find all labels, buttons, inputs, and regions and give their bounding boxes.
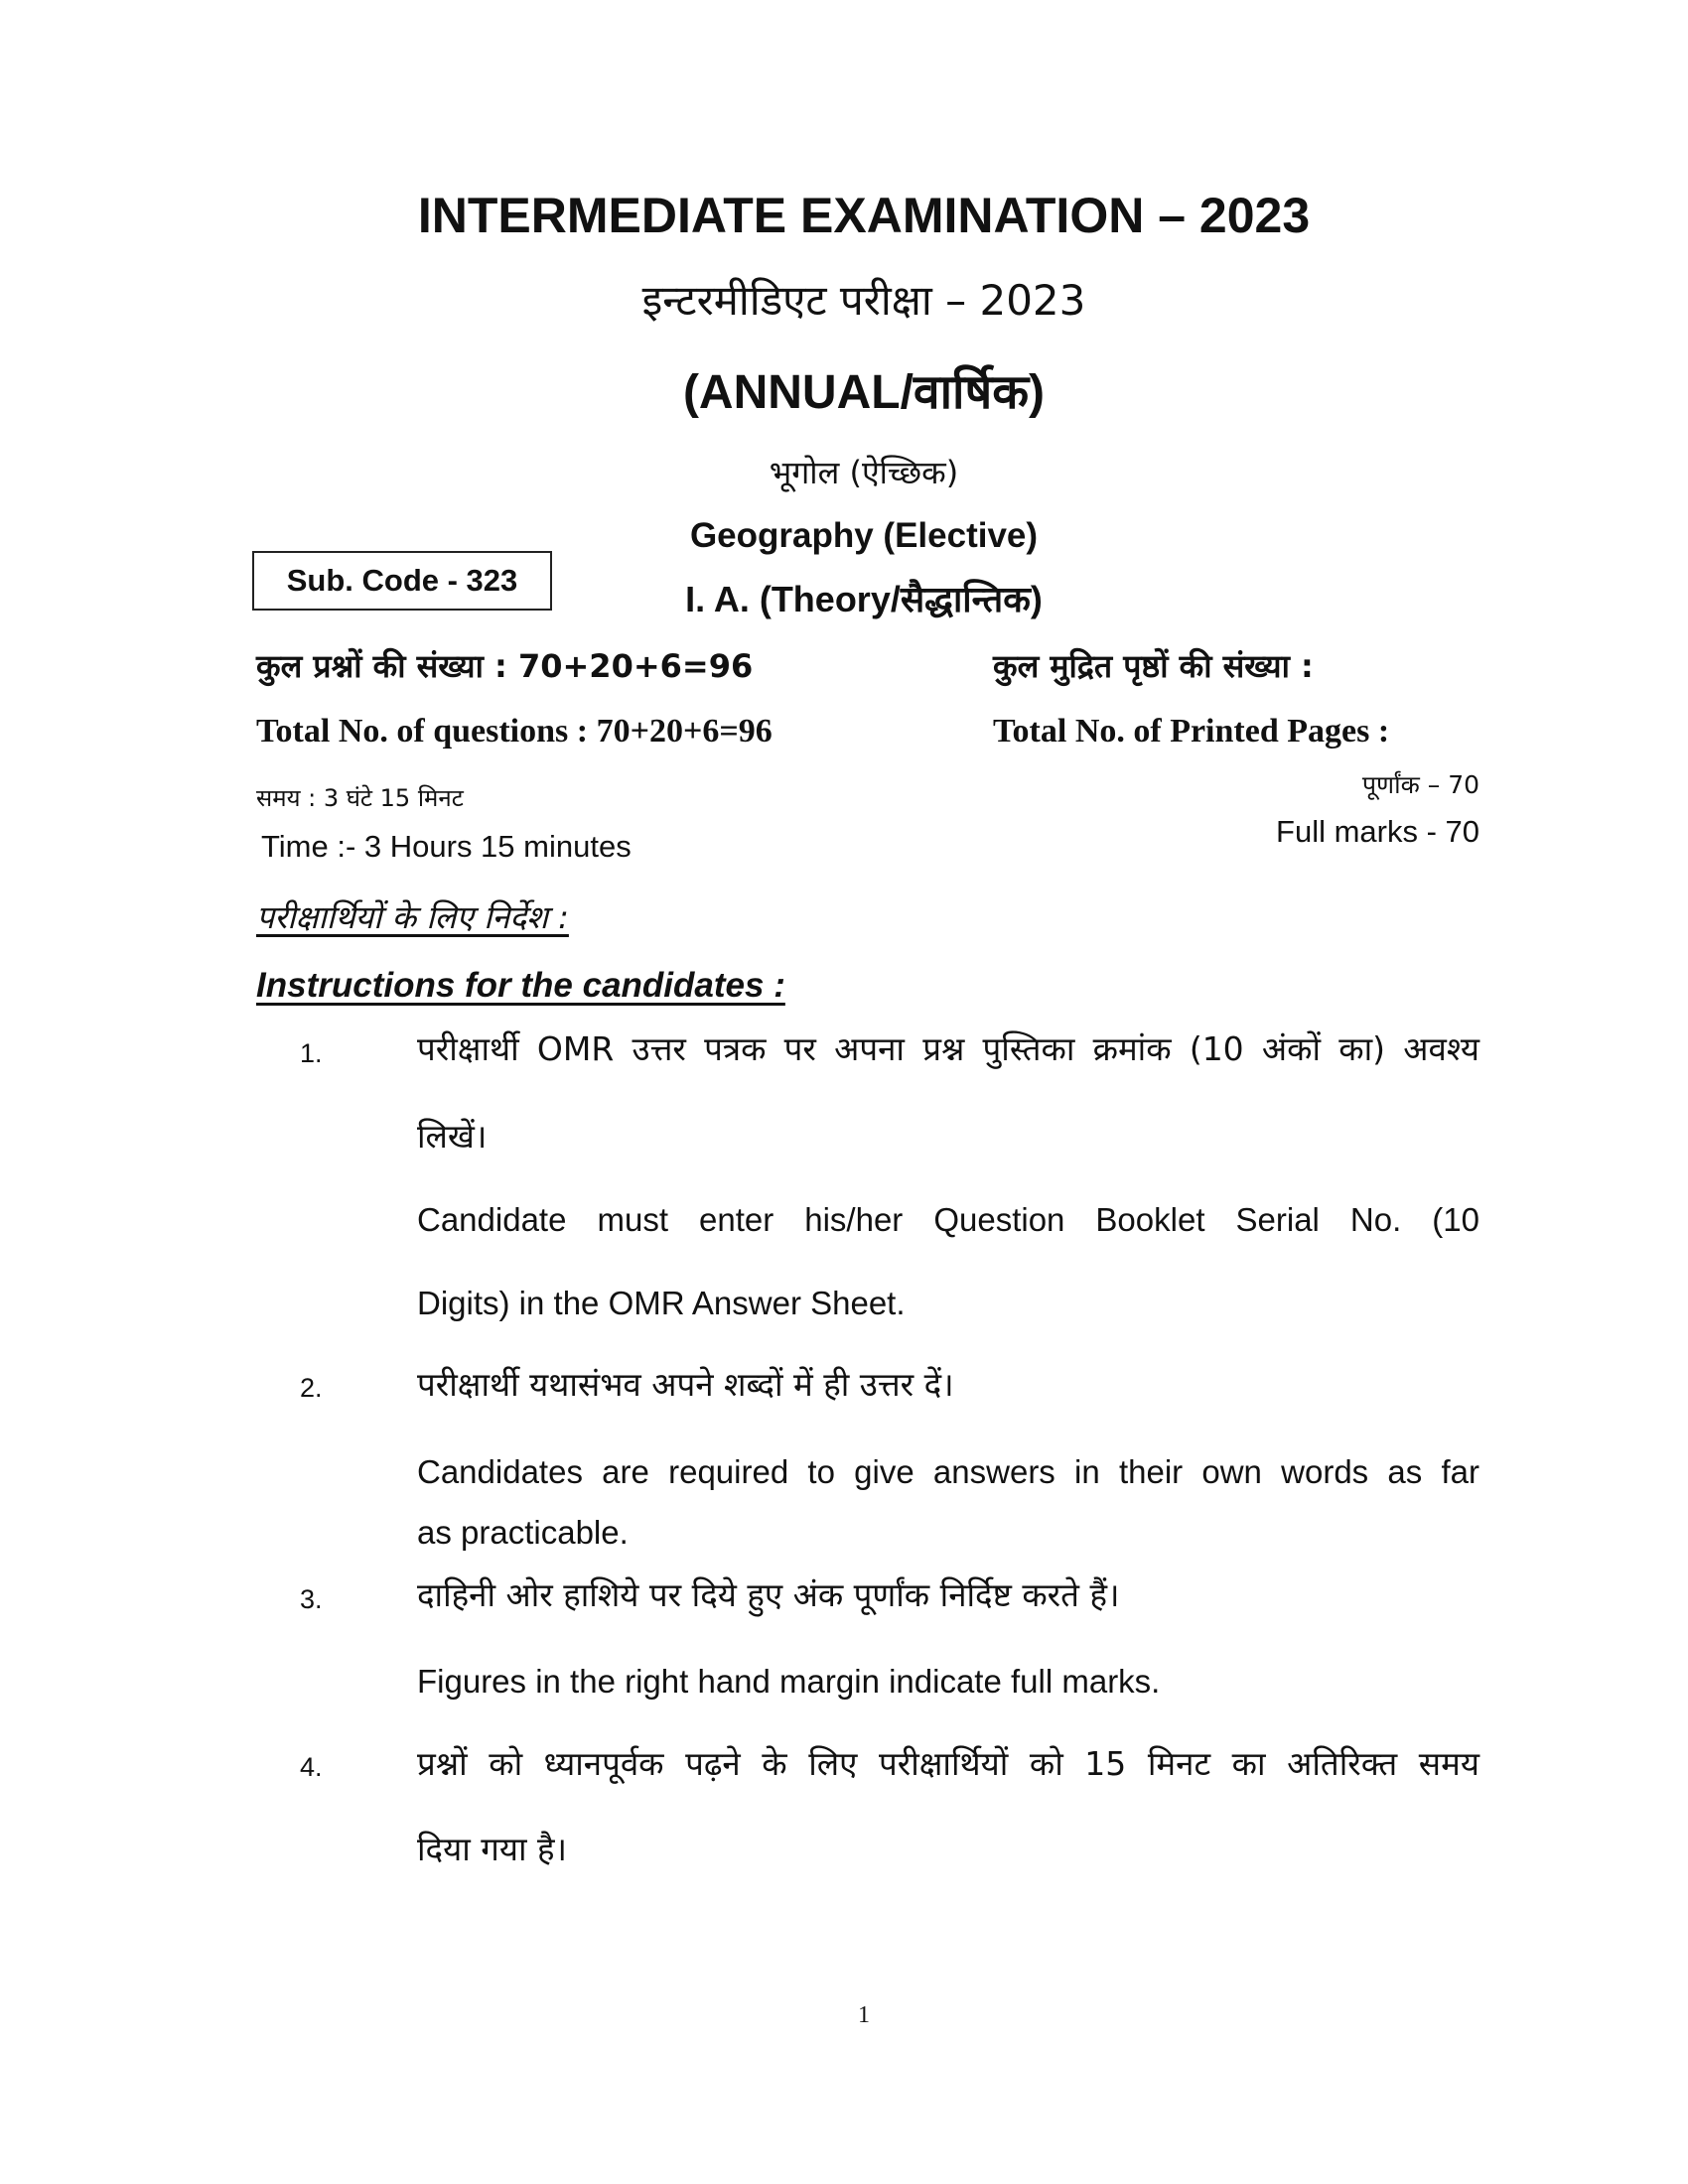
instruction-number: 4. — [300, 1752, 323, 1782]
instructions-heading-english: Instructions for the candidates : — [256, 966, 785, 1005]
exam-title-hindi: इन्टरमीडिएट परीक्षा – 2023 — [641, 276, 1086, 325]
total-questions-hindi: कुल प्रश्नों की संख्या : 70+20+6=96 — [256, 647, 754, 685]
instruction-4-hindi-line1: प्रश्नों को ध्यानपूर्वक पढ़ने के लिए परीक्षार्थियों को 15 मिनट का अतिरिक्त समय — [417, 1744, 1479, 1783]
instructions-heading-hindi: परीक्षार्थियों के लिए निर्देश : — [256, 898, 569, 936]
printed-pages-hindi: कुल मुद्रित पृष्ठों की संख्या : — [993, 647, 1314, 685]
instruction-number: 2. — [300, 1373, 323, 1403]
subject-english: Geography (Elective) — [689, 516, 1039, 555]
time-english: Time :- 3 Hours 15 minutes — [261, 829, 632, 864]
instruction-2-english-line1: Candidates are required to give answers in their own words as far — [417, 1453, 1479, 1490]
instruction-1-hindi-line1: परीक्षार्थी OMR उत्तर पत्रक पर अपना प्रश्न पुस्तिका क्रमांक (10 अंकों का) अवश्य — [417, 1029, 1479, 1068]
instruction-number: 1. — [300, 1038, 323, 1068]
exam-session: (ANNUAL/वार्षिक) — [682, 366, 1046, 419]
full-marks-english: Full marks - 70 — [1276, 814, 1479, 849]
subject-hindi: भूगोल (ऐच्छिक) — [769, 454, 959, 491]
instruction-1-english-line2: Digits) in the OMR Answer Sheet. — [417, 1285, 906, 1321]
instruction-1-hindi-line2: लिखें। — [417, 1117, 488, 1156]
instruction-2-english-line2: as practicable. — [417, 1514, 629, 1551]
exam-title-english: INTERMEDIATE EXAMINATION – 2023 — [417, 188, 1311, 243]
stream-label: I. A. (Theory/सैद्धान्तिक) — [685, 579, 1043, 619]
total-questions-english: Total No. of questions : 70+20+6=96 — [256, 713, 773, 750]
instruction-3-hindi-line1: दाहिनी ओर हाशिये पर दिये हुए अंक पूर्णांक निर्दिष्ट करते हैं। — [417, 1575, 1120, 1614]
instruction-2-hindi-line1: परीक्षार्थी यथासंभव अपने शब्दों में ही उत्तर दें। — [417, 1365, 954, 1404]
instruction-1-english-line1: Candidate must enter his/her Question Booklet Serial No. (10 — [417, 1201, 1479, 1238]
subject-code-box — [252, 551, 552, 611]
printed-pages-english: Total No. of Printed Pages : — [993, 713, 1390, 750]
time-hindi: समय : 3 घंटे 15 मिनट — [256, 784, 464, 812]
instruction-4-hindi-line2: दिया गया है। — [417, 1830, 568, 1868]
subject-code: Sub. Code - 323 — [286, 563, 518, 598]
instruction-number: 3. — [300, 1584, 323, 1614]
full-marks-hindi: पूर्णांक – 70 — [1361, 770, 1479, 799]
instruction-3-english-line1: Figures in the right hand margin indicate full marks. — [417, 1663, 1161, 1700]
page-number: 1 — [858, 2002, 870, 2028]
